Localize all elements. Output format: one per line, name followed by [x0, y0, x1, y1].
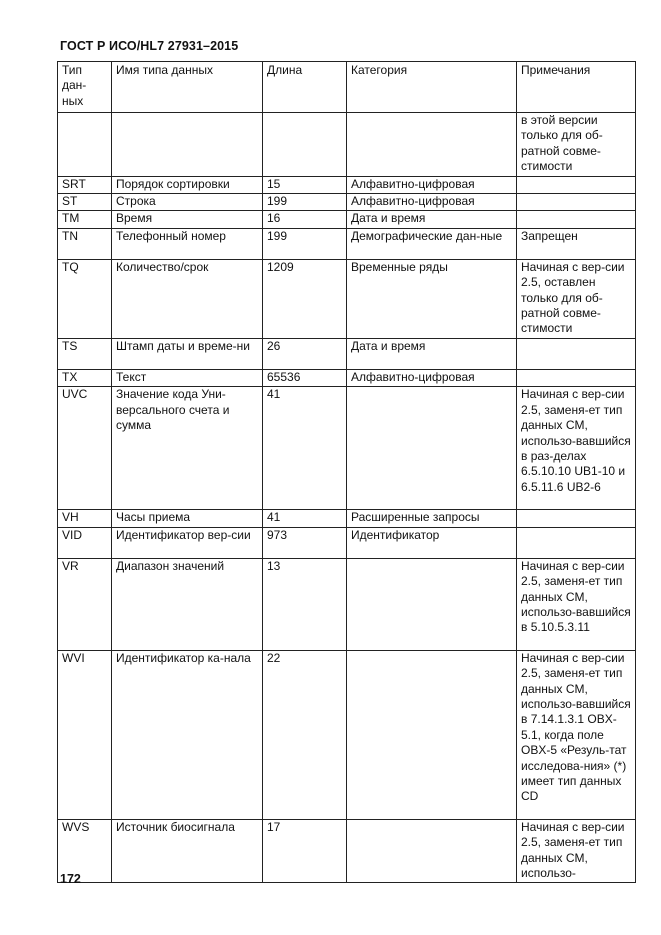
cell-notes: [517, 176, 636, 193]
document-title: ГОСТ Р ИСО/HL7 27931–2015: [60, 39, 239, 53]
column-header-type-line: ных: [62, 93, 84, 108]
cell-category: Алфавитно-цифровая: [347, 369, 517, 386]
cell-length: 973: [263, 527, 347, 558]
cell-type-code: TX: [58, 369, 112, 386]
cell-type-name: Идентификатор ка-нала: [112, 650, 263, 819]
cell-type-code: SRT: [58, 176, 112, 193]
data-types-table: [57, 61, 636, 883]
cell-length: 26: [263, 338, 347, 369]
table-row: [58, 259, 636, 338]
table-row: [58, 176, 636, 193]
cell-type-name: Порядок сортировки: [112, 176, 263, 193]
table-row: [58, 527, 636, 558]
cell-type-name: Количество/срок: [112, 259, 263, 338]
cell-type-code: VR: [58, 558, 112, 650]
column-header-type-line: Тип: [62, 63, 83, 77]
cell-category: [347, 650, 517, 819]
cell-type-name: Источник биосигнала: [112, 819, 263, 883]
cell-type-name: Часы приема: [112, 510, 263, 527]
cell-length: 22: [263, 650, 347, 819]
cell-type-code: TS: [58, 338, 112, 369]
table-row: [58, 819, 636, 883]
cell-length: 65536: [263, 369, 347, 386]
cell-notes: [517, 338, 636, 369]
cell-category: Дата и время: [347, 338, 517, 369]
cell-type-name: Строка: [112, 194, 263, 211]
cell-length: [263, 113, 347, 177]
column-header-length: Длина: [263, 62, 347, 113]
table-row: [58, 369, 636, 386]
table-row: [58, 228, 636, 259]
table-row: [58, 558, 636, 650]
cell-length: 199: [263, 228, 347, 259]
cell-category: [347, 819, 517, 883]
cell-type-code: WVS: [58, 819, 112, 883]
table-row: [58, 211, 636, 228]
cell-type-code: [58, 113, 112, 177]
cell-notes: [517, 510, 636, 527]
cell-type-name: Время: [112, 211, 263, 228]
table-row: [58, 113, 636, 177]
cell-category: Расширенные запросы: [347, 510, 517, 527]
cell-category: Алфавитно-цифровая: [347, 176, 517, 193]
cell-category: Временные ряды: [347, 259, 517, 338]
table-header-row: [58, 62, 636, 113]
cell-length: 15: [263, 176, 347, 193]
cell-type-name: Идентификатор вер-сии: [112, 527, 263, 558]
table-body: [58, 113, 636, 883]
cell-category: [347, 113, 517, 177]
column-header-name: Имя типа данных: [112, 62, 263, 113]
cell-type-code: TQ: [58, 259, 112, 338]
table-row: [58, 338, 636, 369]
cell-category: Идентификатор: [347, 527, 517, 558]
cell-type-name: Телефонный номер: [112, 228, 263, 259]
cell-notes: Начиная с вер-сии 2.5, заменя-ет тип данных CM, использо-вавшийся в раз-делах 6.5.10.10 UB1-10 и 6.5.11.6 UB2-6: [517, 387, 636, 510]
cell-type-code: VID: [58, 527, 112, 558]
cell-category: Дата и время: [347, 211, 517, 228]
cell-notes: [517, 369, 636, 386]
table-row: [58, 510, 636, 527]
column-header-notes: Примечания: [517, 62, 636, 113]
cell-category: [347, 387, 517, 510]
cell-length: 1209: [263, 259, 347, 338]
cell-notes: Начиная с вер-сии 2.5, оставлен только для об-ратной совме-стимости: [517, 259, 636, 338]
cell-notes: Начиная с вер-сии 2.5, заменя-ет тип данных CM, использо-вавшийся в 7.14.1.3.1 OBX-5.1, когда поле OBX-5 «Резуль-тат исследова-ния» (*) имеет тип данных CD: [517, 650, 636, 819]
cell-type-name: Штамп даты и време-ни: [112, 338, 263, 369]
cell-notes: Начиная с вер-сии 2.5, заменя-ет тип данных CM, использо-вавшийся в 5.10.5.3.11: [517, 558, 636, 650]
cell-category: Алфавитно-цифровая: [347, 194, 517, 211]
cell-type-code: VH: [58, 510, 112, 527]
cell-type-code: TN: [58, 228, 112, 259]
cell-notes: Запрещен: [517, 228, 636, 259]
table-row: [58, 387, 636, 510]
column-header-type-line: дан-: [62, 78, 87, 93]
cell-type-code: ST: [58, 194, 112, 211]
table-row: [58, 194, 636, 211]
cell-type-name: [112, 113, 263, 177]
cell-length: 199: [263, 194, 347, 211]
cell-notes: [517, 194, 636, 211]
cell-type-name: Диапазон значений: [112, 558, 263, 650]
cell-type-code: WVI: [58, 650, 112, 819]
cell-length: 41: [263, 387, 347, 510]
cell-length: 41: [263, 510, 347, 527]
cell-notes: в этой версии только для об-ратной совме-стимости: [517, 113, 636, 177]
cell-length: 16: [263, 211, 347, 228]
table-row: [58, 650, 636, 819]
cell-length: 13: [263, 558, 347, 650]
cell-category: [347, 558, 517, 650]
column-header-category: Категория: [347, 62, 517, 113]
cell-notes: Начиная с вер-сии 2.5, заменя-ет тип данных CM, использо-: [517, 819, 636, 883]
column-header-type: [58, 62, 112, 113]
cell-notes: [517, 527, 636, 558]
cell-notes: [517, 211, 636, 228]
cell-type-code: TM: [58, 211, 112, 228]
page-number: 172: [60, 872, 81, 886]
cell-type-name: Значение кода Уни-версального счета и сумма: [112, 387, 263, 510]
cell-type-name: Текст: [112, 369, 263, 386]
cell-length: 17: [263, 819, 347, 883]
cell-category: Демографические дан-ные: [347, 228, 517, 259]
cell-type-code: UVC: [58, 387, 112, 510]
